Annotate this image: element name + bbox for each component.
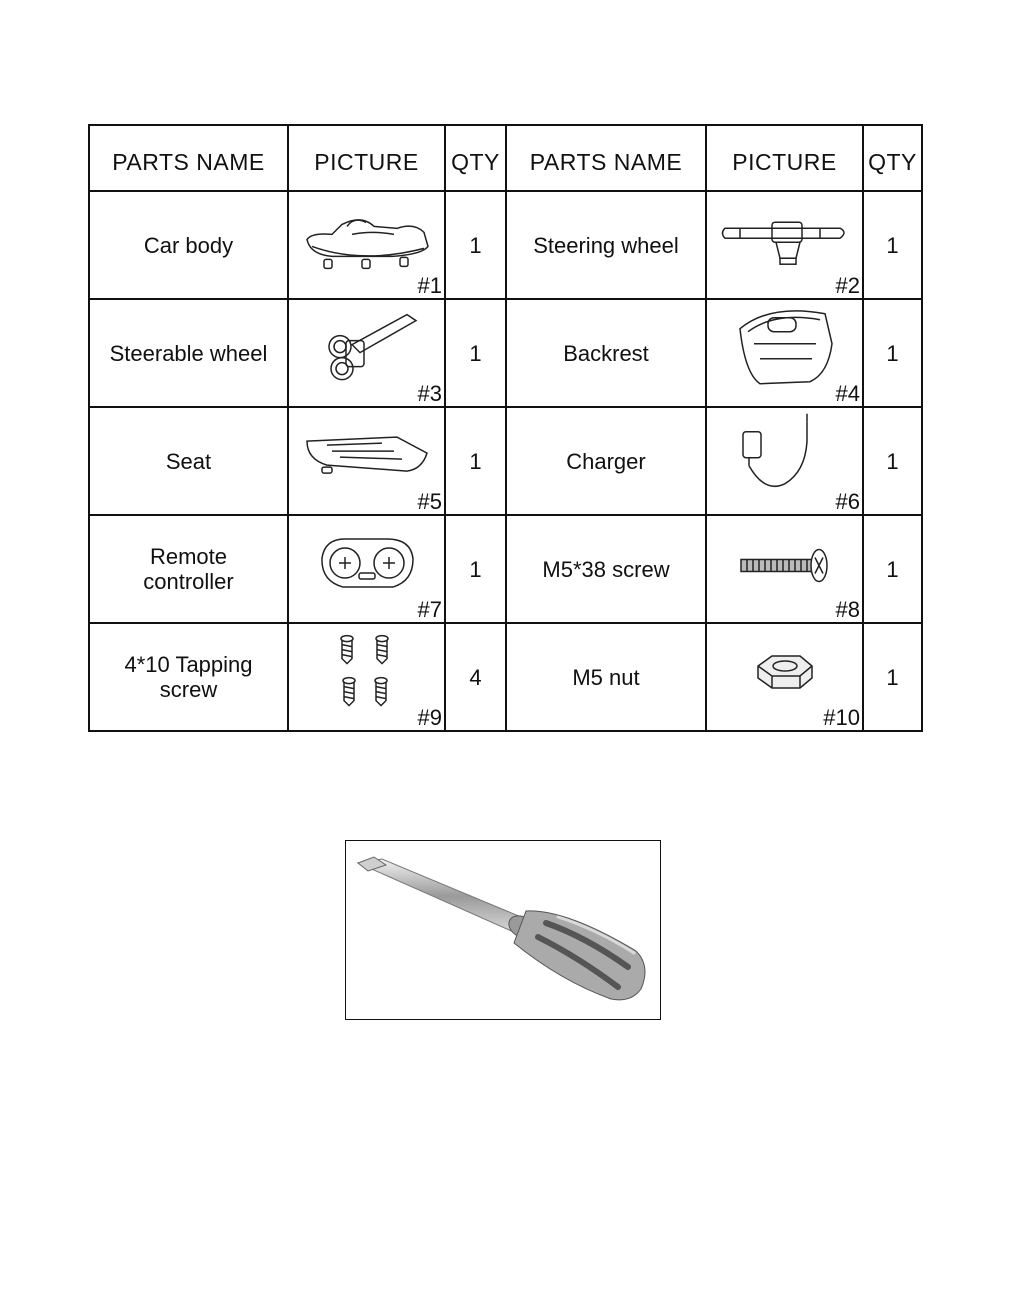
part-name: Seat (89, 407, 288, 515)
part-number: #7 (417, 597, 442, 622)
part-number: #6 (835, 489, 860, 514)
part-picture (288, 623, 445, 731)
header-parts-name: PARTS NAME (506, 125, 706, 191)
part-picture (288, 299, 445, 407)
header-parts-name: PARTS NAME (89, 125, 288, 191)
part-qty: 1 (445, 299, 506, 407)
screw-icon (735, 543, 835, 587)
header-picture: PICTURE (706, 125, 863, 191)
part-number: #1 (417, 273, 442, 298)
part-name: Steerable wheel (89, 299, 288, 407)
table-header-row (89, 125, 922, 191)
part-picture (706, 623, 863, 731)
charger-icon (735, 412, 835, 497)
part-picture (706, 191, 863, 299)
part-name: Backrest (506, 299, 706, 407)
part-picture (706, 299, 863, 407)
part-picture (288, 515, 445, 623)
table-row (89, 299, 922, 407)
header-picture: PICTURE (288, 125, 445, 191)
part-number: #8 (835, 597, 860, 622)
part-number: #10 (823, 705, 860, 730)
table-row (89, 407, 922, 515)
part-number: #5 (417, 489, 442, 514)
steerable-wheel-icon (312, 307, 422, 387)
part-qty: 1 (863, 515, 922, 623)
part-picture (288, 191, 445, 299)
steering-wheel-icon (720, 210, 850, 270)
part-name: Remote controller (89, 515, 288, 623)
part-number: #9 (417, 705, 442, 730)
part-name: Car body (89, 191, 288, 299)
part-name: Steering wheel (506, 191, 706, 299)
part-picture (706, 407, 863, 515)
remote-controller-icon (317, 533, 417, 595)
part-qty: 4 (445, 623, 506, 731)
part-qty: 1 (863, 191, 922, 299)
tool-illustration-box (345, 840, 661, 1020)
nut-icon (750, 648, 820, 698)
car-body-icon (302, 204, 432, 274)
part-picture (706, 515, 863, 623)
part-qty: 1 (863, 407, 922, 515)
part-name: M5*38 screw (506, 515, 706, 623)
table-row (89, 515, 922, 623)
screwdriver-icon (346, 841, 660, 1019)
seat-icon (302, 429, 432, 484)
part-qty: 1 (445, 407, 506, 515)
parts-table (88, 124, 923, 732)
table-row (89, 623, 922, 731)
part-name: M5 nut (506, 623, 706, 731)
header-qty: QTY (863, 125, 922, 191)
part-qty: 1 (863, 299, 922, 407)
part-name: 4*10 Tapping screw (89, 623, 288, 731)
part-name: Charger (506, 407, 706, 515)
table-row (89, 191, 922, 299)
tapping-screws-icon (332, 631, 402, 711)
part-picture (288, 407, 445, 515)
backrest-icon (730, 304, 840, 389)
part-qty: 1 (445, 191, 506, 299)
header-qty: QTY (445, 125, 506, 191)
part-number: #2 (835, 273, 860, 298)
part-qty: 1 (445, 515, 506, 623)
part-qty: 1 (863, 623, 922, 731)
part-number: #4 (835, 381, 860, 406)
part-number: #3 (417, 381, 442, 406)
